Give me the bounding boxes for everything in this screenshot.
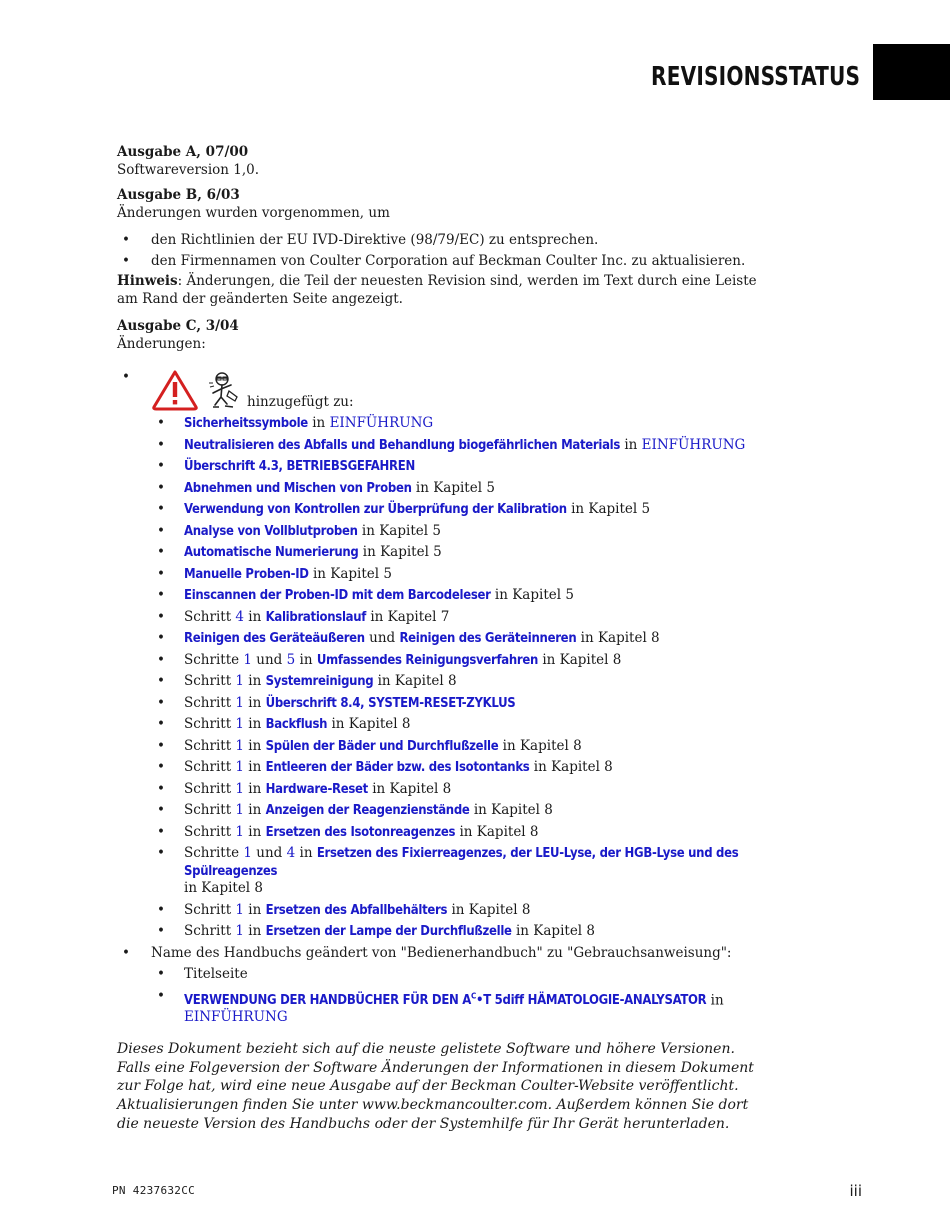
- step-number: 4: [286, 845, 296, 861]
- link-text: VERWENDUNG DER HANDBÜCHER FÜR DEN A: [184, 992, 472, 1008]
- list-text: und: [364, 630, 400, 646]
- list-text: in: [244, 901, 266, 918]
- hinweis: [117, 273, 767, 308]
- list-item: [151, 673, 767, 691]
- ausgabe-c-intro: Änderungen:: [117, 335, 206, 352]
- ausgabe-b-title: Ausgabe B, 6/03: [117, 187, 240, 203]
- step-number: 5: [286, 651, 296, 668]
- step-number: 1: [235, 780, 245, 797]
- rename-sublist: [151, 966, 767, 1027]
- list-text: in: [706, 991, 724, 1008]
- step-number: 1: [235, 716, 245, 732]
- symbols-sublist: [151, 415, 767, 941]
- step-number: 1: [235, 737, 245, 754]
- list-item: [151, 845, 767, 898]
- list-text: in Kapitel 7: [366, 608, 450, 625]
- section-link[interactable]: Anzeigen der Reagenzienstände: [265, 803, 470, 818]
- ausgabe-b-intro: Änderungen wurden vorgenommen, um: [117, 204, 390, 221]
- list-text: in: [244, 923, 266, 939]
- step-number: 1: [243, 845, 252, 861]
- ausgabe-b: [117, 187, 767, 222]
- list-text: in Kapitel 5: [566, 501, 651, 517]
- section-link[interactable]: Ersetzen des Abfallbehälters: [265, 902, 448, 918]
- link-text: •T 5diff HÄMATOLOGIE-ANALYSATOR: [476, 992, 707, 1008]
- warning-triangle-icon: [151, 369, 199, 411]
- section-link[interactable]: Abnehmen und Mischen von Proben: [184, 480, 412, 496]
- list-text: in: [620, 436, 642, 453]
- step-number: 1: [235, 901, 245, 918]
- list-item: [151, 587, 767, 605]
- chapter-link[interactable]: EINFÜHRUNG: [641, 436, 746, 453]
- list-text: in Kapitel 8: [469, 802, 553, 818]
- section-link[interactable]: Überschrift 4.3, BETRIEBSGEFAHREN: [184, 459, 415, 474]
- list-text: Schritt: [184, 759, 236, 775]
- list-item: [151, 652, 767, 670]
- step-number: 1: [235, 823, 245, 840]
- list-text: in Kapitel 5: [308, 565, 392, 582]
- list-text: in Kapitel 8: [576, 630, 660, 646]
- section-link[interactable]: Verwendung von Kontrollen zur Überprüfung der Kalibration: [184, 502, 567, 517]
- list-text: in: [244, 608, 266, 625]
- hinweis-text: : Änderungen, die Teil der neuesten Revision sind, werden im Text durch eine Leiste am Rand der geänderten Seite angezeigt.: [117, 273, 757, 307]
- list-item: [151, 544, 767, 562]
- list-text: Name des Handbuchs geändert von "Bedienerhandbuch" zu "Gebrauchsanweisung":: [151, 944, 732, 961]
- section-link[interactable]: [184, 993, 706, 1008]
- list-text: Schritt: [184, 737, 236, 754]
- list-text: Schritt: [184, 923, 236, 939]
- list-item: [151, 415, 767, 433]
- ausgabe-c: [117, 318, 767, 353]
- chapter-link[interactable]: EINFÜHRUNG: [184, 1009, 288, 1026]
- list-text: und: [252, 845, 287, 861]
- ausgabe-a: [117, 144, 767, 179]
- biohazard-person-icon: [205, 371, 243, 411]
- list-text: in: [244, 716, 266, 732]
- section-tab: [873, 44, 950, 100]
- section-link[interactable]: Automatische Numerierung: [184, 545, 359, 560]
- section-link[interactable]: Reinigen des Geräteäußeren: [184, 631, 365, 646]
- list-item: [151, 523, 767, 541]
- step-number: 1: [235, 802, 245, 818]
- section-link[interactable]: Umfassendes Reinigungsverfahren: [316, 652, 539, 668]
- list-text: in Kapitel 8: [327, 716, 411, 732]
- section-link[interactable]: Hardware-Reset: [265, 781, 368, 797]
- section-link[interactable]: Kalibrationslauf: [265, 609, 367, 625]
- section-link[interactable]: Ersetzen der Lampe der Durchflußzelle: [265, 924, 512, 939]
- section-link[interactable]: Neutralisieren des Abfalls und Behandlung biogefährlichen Materials: [184, 437, 621, 453]
- section-link[interactable]: Manuelle Proben-ID: [184, 566, 309, 582]
- list-text: Schritt: [184, 608, 236, 625]
- list-item: [151, 738, 767, 756]
- list-item: [151, 781, 767, 799]
- list-text: Schritt: [184, 802, 236, 818]
- list-item: • den Richtlinien der EU IVD-Direktive (98/79/EC) zu entsprechen.: [117, 232, 767, 250]
- section-link[interactable]: Einscannen der Proben-ID mit dem Barcodeleser: [184, 588, 491, 603]
- list-text: in Kapitel 5: [357, 522, 441, 539]
- hinweis-label: Hinweis: [117, 273, 178, 289]
- list-item: [151, 759, 767, 777]
- list-text: in Kapitel 5: [411, 479, 495, 496]
- list-text: Schritt: [184, 901, 236, 918]
- section-link[interactable]: Ersetzen des Isotonreagenzes: [265, 824, 456, 840]
- list-text: Schritt: [184, 716, 236, 732]
- list-text: Schritt: [184, 780, 236, 797]
- part-number: PN 4237632CC: [112, 1184, 196, 1197]
- list-item: [151, 824, 767, 842]
- list-item: [151, 501, 767, 519]
- list-text: Schritt: [184, 673, 236, 689]
- list-text: Schritt: [184, 694, 236, 711]
- section-link[interactable]: Entleeren der Bäder bzw. des Isotontanks: [265, 760, 530, 775]
- list-item: [151, 458, 767, 476]
- list-item: [151, 630, 767, 648]
- page-title: REVISIONSSTATUS: [650, 62, 860, 92]
- list-text: in Kapitel 8: [511, 923, 596, 939]
- list-item: [151, 988, 767, 1027]
- list-item: [151, 437, 767, 455]
- revision-content: [117, 144, 767, 1031]
- list-text: in Kapitel 8: [367, 780, 452, 797]
- list-text: in: [307, 415, 330, 431]
- list-text: in Kapitel 8: [455, 823, 539, 840]
- list-text: in Kapitel 5: [490, 587, 574, 603]
- ausgabe-c-title: Ausgabe C, 3/04: [117, 318, 239, 334]
- list-text: Schritt: [184, 823, 236, 840]
- symbols-item: [117, 369, 767, 941]
- list-item: [151, 802, 767, 820]
- list-text: in Kapitel 8: [529, 759, 613, 775]
- step-number: 4: [235, 608, 245, 625]
- list-item: [151, 566, 767, 584]
- list-text: in Kapitel 5: [358, 544, 442, 560]
- list-text: in Kapitel 8: [538, 651, 622, 668]
- ausgabe-c-list: [117, 369, 767, 1027]
- list-text: in Kapitel 8: [373, 673, 457, 689]
- section-link[interactable]: Systemreinigung: [265, 674, 374, 689]
- section-link[interactable]: Ersetzen des Fixierreagenzes, der LEU-Lyse, der HGB-Lyse und des Spülreagenzes: [184, 846, 739, 879]
- section-link[interactable]: Backflush: [265, 717, 328, 732]
- list-text: in Kapitel 8: [184, 880, 264, 896]
- section-link[interactable]: Überschrift 8.4, SYSTEM-RESET-ZYKLUS: [265, 695, 516, 711]
- section-link[interactable]: Spülen der Bäder und Durchflußzelle: [265, 738, 499, 754]
- list-text: in Kapitel 8: [498, 737, 582, 754]
- list-text: in: [244, 694, 266, 711]
- manual-rename-item: [117, 945, 767, 1027]
- list-item: [151, 609, 767, 627]
- step-number: 1: [235, 923, 245, 939]
- list-item: [151, 923, 767, 941]
- list-text: Schritte: [184, 845, 244, 861]
- step-number: 1: [235, 759, 245, 775]
- list-item: • Titelseite: [151, 966, 767, 984]
- page-number: iii: [849, 1182, 862, 1200]
- list-text: in: [295, 651, 317, 668]
- section-link[interactable]: Sicherheitssymbole: [184, 416, 308, 431]
- chapter-link[interactable]: EINFÜHRUNG: [329, 415, 434, 431]
- list-text: und: [252, 651, 287, 668]
- list-item: [151, 716, 767, 734]
- list-item: [151, 695, 767, 713]
- section-link[interactable]: Analyse von Vollblutproben: [184, 523, 358, 539]
- list-text: in: [244, 823, 266, 840]
- list-item: • den Firmennamen von Coulter Corporation auf Beckman Coulter Inc. zu aktualisieren.: [117, 253, 767, 271]
- superscript: C: [471, 991, 477, 1001]
- step-number: 1: [235, 694, 245, 711]
- symbols-suffix: • hinzugefügt zu:: [247, 394, 354, 410]
- list-text: Schritte: [184, 651, 244, 668]
- step-number: 1: [235, 673, 245, 689]
- list-text: in: [244, 759, 266, 775]
- section-link[interactable]: Reinigen des Geräteinneren: [399, 631, 577, 646]
- list-item: [151, 902, 767, 920]
- software-note: Dieses Dokument bezieht sich auf die neuste gelistete Software und höhere Versionen. Falls eine Folgeversion der Software Änderungen der Informationen in diesem Dokument zur Folge hat, wird eine neue Ausgabe auf der Beckman Coulter-Website veröffentlicht. Aktualisierungen finden Sie unter www.beckmancoulter.com. Außerdem können Sie dort die neueste Version des Handbuchs oder der Systemhilfe für Ihr Gerät herunterladen.: [117, 1041, 754, 1132]
- ausgabe-b-list: [117, 232, 767, 270]
- list-item: [151, 480, 767, 498]
- step-number: 1: [243, 651, 252, 668]
- list-text: in: [244, 802, 266, 818]
- list-text: in: [295, 845, 317, 861]
- ausgabe-a-text: Softwareversion 1,0.: [117, 161, 260, 178]
- list-text: in: [244, 780, 266, 797]
- list-text: in Kapitel 8: [447, 901, 531, 918]
- list-text: in: [244, 673, 266, 689]
- ausgabe-a-title: Ausgabe A, 07/00: [117, 144, 249, 160]
- list-text: in: [244, 737, 266, 754]
